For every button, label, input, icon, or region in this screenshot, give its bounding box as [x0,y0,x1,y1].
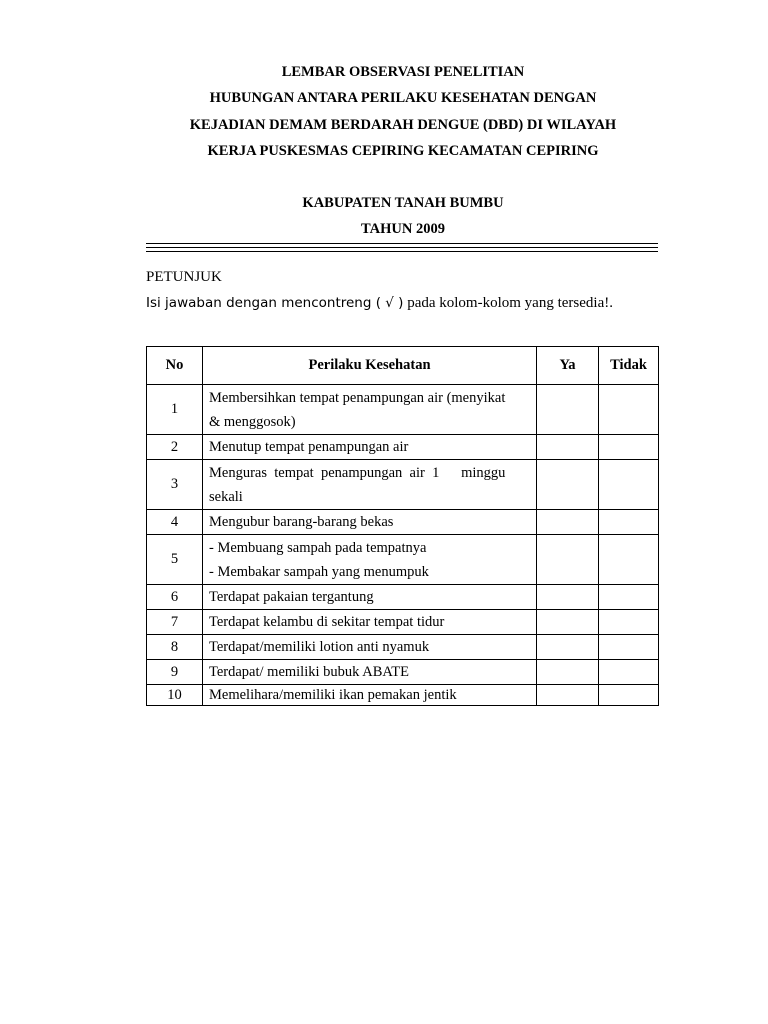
row-description: Terdapat kelambu di sekitar tempat tidur [203,610,537,635]
table-row [147,385,659,435]
yes-check-cell[interactable] [537,635,599,660]
instructions-text [146,295,613,312]
divider-rule [146,247,658,248]
no-check-cell[interactable] [599,510,659,535]
table-row [147,510,659,535]
row-description: Menutup tempat penampungan air [203,435,537,460]
observation-table [146,346,659,706]
row-description-line: - Membakar sampah yang menumpuk [209,563,429,580]
yes-check-cell[interactable] [537,460,599,510]
row-number: 8 [147,635,203,660]
row-description: Mengubur barang-barang bekas [203,510,537,535]
instructions-text-a: Isi jawaban dengan mencontreng ( √ ) [146,295,404,311]
row-number: 4 [147,510,203,535]
no-check-cell[interactable] [599,535,659,585]
row-description: Terdapat/memiliki lotion anti nyamuk [203,635,537,660]
no-check-cell[interactable] [599,660,659,685]
row-description: Terdapat pakaian tergantung [203,585,537,610]
row-number: 10 [147,685,203,706]
table-header-row [147,347,659,385]
title-line-3: KEJADIAN DEMAM BERDARAH DENGUE (DBD) DI WILAYAH [189,117,617,133]
row-description-line: Menguras tempat penampungan air 1 minggu [209,464,506,481]
row-number: 1 [147,385,203,435]
table-row [147,610,659,635]
yes-check-cell[interactable] [537,685,599,706]
table-row [147,535,659,585]
row-number: 2 [147,435,203,460]
row-description [203,535,537,585]
row-description: Memelihara/memiliki ikan pemakan jentik [203,685,537,706]
region-line: KABUPATEN TANAH BUMBU [302,195,504,211]
row-description-line: - Membuang sampah pada tempatnya [209,539,427,556]
row-description [203,385,537,435]
instructions-label: PETUNJUK [146,269,222,285]
no-check-cell[interactable] [599,610,659,635]
divider-rule [146,243,658,244]
table-row [147,660,659,685]
year-line: TAHUN 2009 [361,221,445,237]
row-number: 3 [147,460,203,510]
table-row [147,635,659,660]
table-row [147,435,659,460]
yes-check-cell[interactable] [537,585,599,610]
title-line-2: HUBUNGAN ANTARA PERILAKU KESEHATAN DENGAN [209,90,597,106]
row-description-line: sekali [209,488,243,505]
yes-check-cell[interactable] [537,510,599,535]
header-yes: Ya [537,347,599,385]
instructions-text-b: pada kolom-kolom yang tersedia!. [403,295,613,311]
no-check-cell[interactable] [599,435,659,460]
row-number: 7 [147,610,203,635]
no-check-cell[interactable] [599,635,659,660]
header-behavior: Perilaku Kesehatan [203,347,537,385]
table-row [147,460,659,510]
yes-check-cell[interactable] [537,660,599,685]
title-line-4: KERJA PUSKESMAS CEPIRING KECAMATAN CEPIRING [207,143,599,159]
yes-check-cell[interactable] [537,610,599,635]
row-description: Terdapat/ memiliki bubuk ABATE [203,660,537,685]
row-number: 9 [147,660,203,685]
row-number: 5 [147,535,203,585]
row-number: 6 [147,585,203,610]
row-description [203,460,537,510]
row-description-line: & menggosok) [209,413,296,430]
no-check-cell[interactable] [599,385,659,435]
table-row [147,585,659,610]
yes-check-cell[interactable] [537,385,599,435]
no-check-cell[interactable] [599,460,659,510]
row-description-line: Membersihkan tempat penampungan air (menyikat [209,389,506,406]
yes-check-cell[interactable] [537,535,599,585]
divider-rule [146,251,658,252]
no-check-cell[interactable] [599,585,659,610]
table-row [147,685,659,706]
yes-check-cell[interactable] [537,435,599,460]
header-no: No [147,347,203,385]
header-no-answer: Tidak [599,347,659,385]
title-line-1: LEMBAR OBSERVASI PENELITIAN [281,64,525,80]
no-check-cell[interactable] [599,685,659,706]
